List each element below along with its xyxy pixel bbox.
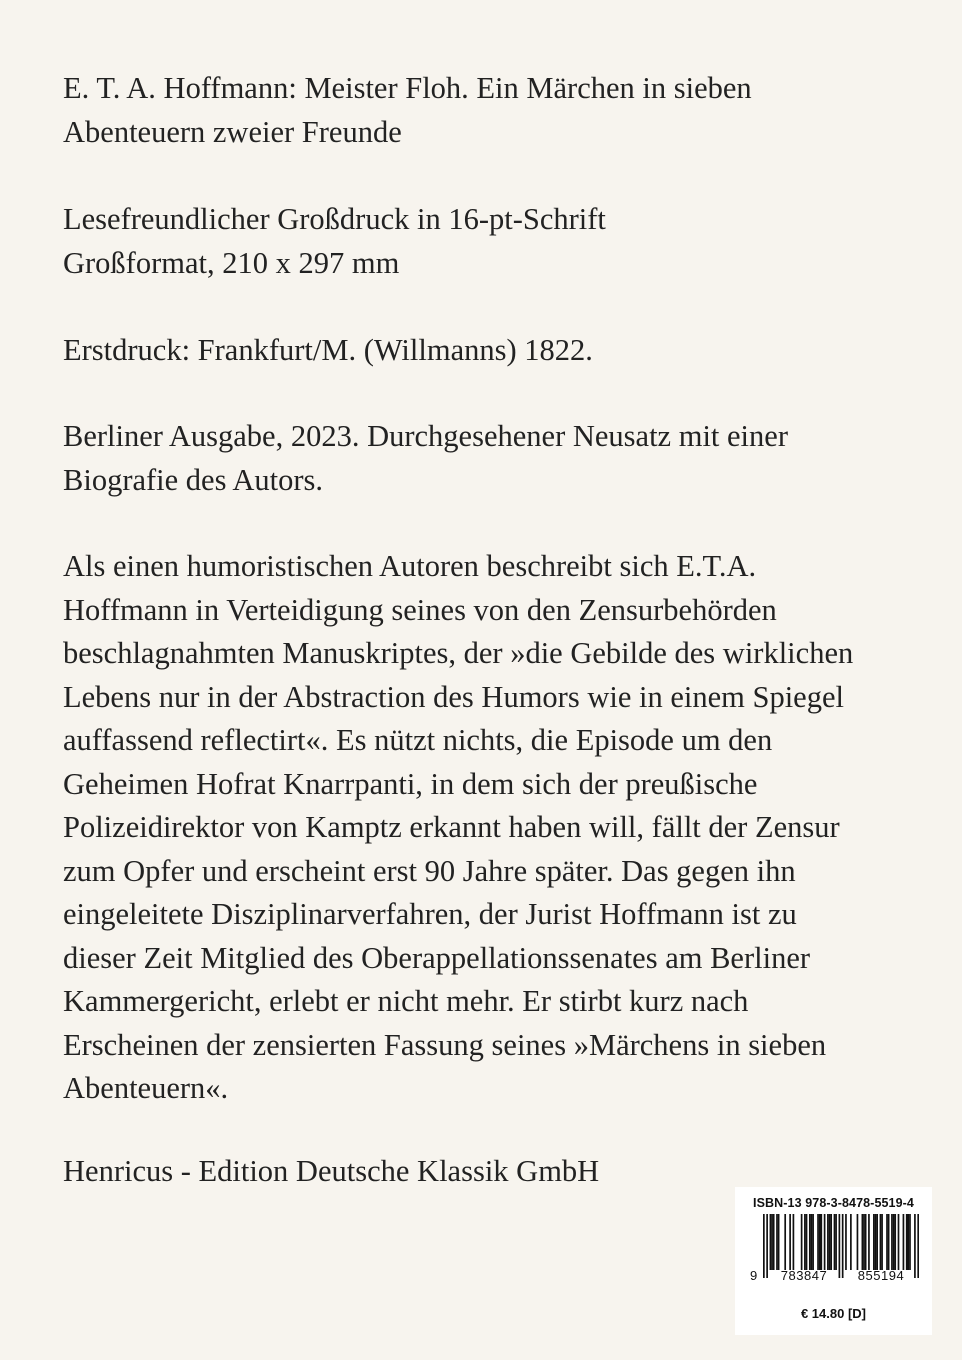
barcode-bar (865, 1214, 867, 1270)
barcode-bar (817, 1214, 819, 1270)
barcode-bar (875, 1214, 877, 1270)
barcode-bar (898, 1214, 900, 1270)
barcode-bar (763, 1214, 765, 1278)
price-label: € 14.80 [D] (800, 1306, 867, 1321)
barcode-bar (906, 1214, 908, 1270)
description-line: Polizeidirektor von Kamptz erkannt haben will, fällt der Zensur (63, 810, 840, 844)
barcode-bar (881, 1214, 883, 1270)
barcode-left-digits: 783847 (780, 1268, 828, 1283)
barcode-bar (804, 1214, 806, 1270)
barcode-bar (809, 1214, 811, 1270)
barcode-bar (773, 1214, 775, 1270)
barcode-box (735, 1187, 932, 1335)
edition-line: Berliner Ausgabe, 2023. Durchgesehener Neusatz mit einer (63, 419, 788, 453)
barcode-bar (819, 1214, 821, 1270)
barcode-bar (770, 1214, 772, 1270)
first-print-info (63, 329, 913, 373)
barcode-bar (903, 1214, 905, 1270)
title-line: Abenteuern zweier Freunde (63, 114, 402, 149)
barcode-bar (784, 1214, 786, 1270)
barcode-bar (835, 1214, 837, 1270)
barcode-bar (812, 1214, 814, 1270)
barcode-bar (776, 1214, 778, 1270)
barcode-bar (876, 1214, 878, 1270)
barcode-bar (909, 1214, 911, 1270)
isbn-label: ISBN-13 978-3-8478-5519-4 (753, 1196, 914, 1210)
barcode-bar (886, 1214, 888, 1270)
barcode-bar (829, 1214, 831, 1270)
description-line: Lebens nur in der Abstraction des Humors wie in einem Spiegel (63, 679, 844, 714)
format-line: Großformat, 210 x 297 mm (63, 245, 400, 280)
description-line: dieser Zeit Mitglied des Oberappellationssenates am Berliner (63, 940, 811, 975)
barcode-bar (857, 1214, 859, 1270)
book-title (63, 67, 913, 154)
barcode-bar (793, 1214, 795, 1270)
barcode-bar (834, 1214, 836, 1270)
barcode-bar (811, 1214, 813, 1270)
barcode-bar (789, 1214, 791, 1270)
description-line: Hoffmann in Verteidigung seines von den Zensurbehörden (63, 592, 777, 627)
barcode-bar (880, 1214, 882, 1270)
barcode-bar (888, 1214, 890, 1270)
barcode-bar (908, 1214, 910, 1270)
barcode-bar (862, 1214, 864, 1270)
description (63, 545, 913, 1111)
description-line: Abenteuern«. (63, 1071, 229, 1105)
description-line: Geheimen Hofrat Knarrpanti, in dem sich der preußische (63, 766, 758, 801)
format-line: Lesefreundlicher Großdruck in 16-pt-Schrift (63, 202, 606, 236)
barcode-bar (850, 1214, 852, 1270)
barcode-first-digit: 9 (750, 1268, 758, 1283)
description-line: zum Opfer und erscheint erst 90 Jahre später. Das gegen ihn (63, 853, 796, 888)
edition-line: Biografie des Autors. (63, 462, 324, 497)
barcode-bar (830, 1214, 832, 1270)
publisher-line: Henricus - Edition Deutsche Klassik GmbH (63, 1154, 600, 1188)
barcode-bar (873, 1214, 875, 1270)
barcode-bar (778, 1214, 780, 1270)
title-line: E. T. A. Hoffmann: Meister Floh. Ein Märchen in sieben (63, 71, 752, 105)
description-line: beschlagnahmten Manuskriptes, der »die Gebilde des wirklichen (63, 636, 854, 670)
description-line: Kammergericht, erlebt er nicht mehr. Er stirbt kurz nach (63, 984, 749, 1018)
barcode-bar (891, 1214, 893, 1270)
barcode-right-digits: 855194 (857, 1268, 905, 1283)
description-line: eingeleitete Disziplinarverfahren, der Jurist Hoffmann ist zu (63, 897, 797, 931)
format-info (63, 198, 913, 285)
description-line: Erscheinen der zensierten Fassung seines »Märchens in sieben (63, 1027, 827, 1062)
barcode-bar (824, 1214, 826, 1270)
barcode-bar (827, 1214, 829, 1270)
description-line: auffassend reflectirt«. Es nützt nichts, die Episode um den (63, 723, 773, 757)
barcode-bar (820, 1214, 822, 1270)
barcode-bar (868, 1214, 870, 1270)
barcode-bar (771, 1214, 773, 1270)
first-print-line: Erstdruck: Frankfurt/M. (Willmanns) 1822. (63, 333, 593, 367)
description-line: Als einen humoristischen Autoren beschreibt sich E.T.A. (63, 549, 757, 583)
barcode-bar (893, 1214, 895, 1270)
barcode-bar (863, 1214, 865, 1270)
edition-info (63, 415, 913, 502)
barcode-bar (894, 1214, 896, 1270)
barcode-bar (845, 1214, 847, 1270)
barcode-bar (801, 1214, 803, 1270)
barcode-bar (806, 1214, 808, 1270)
